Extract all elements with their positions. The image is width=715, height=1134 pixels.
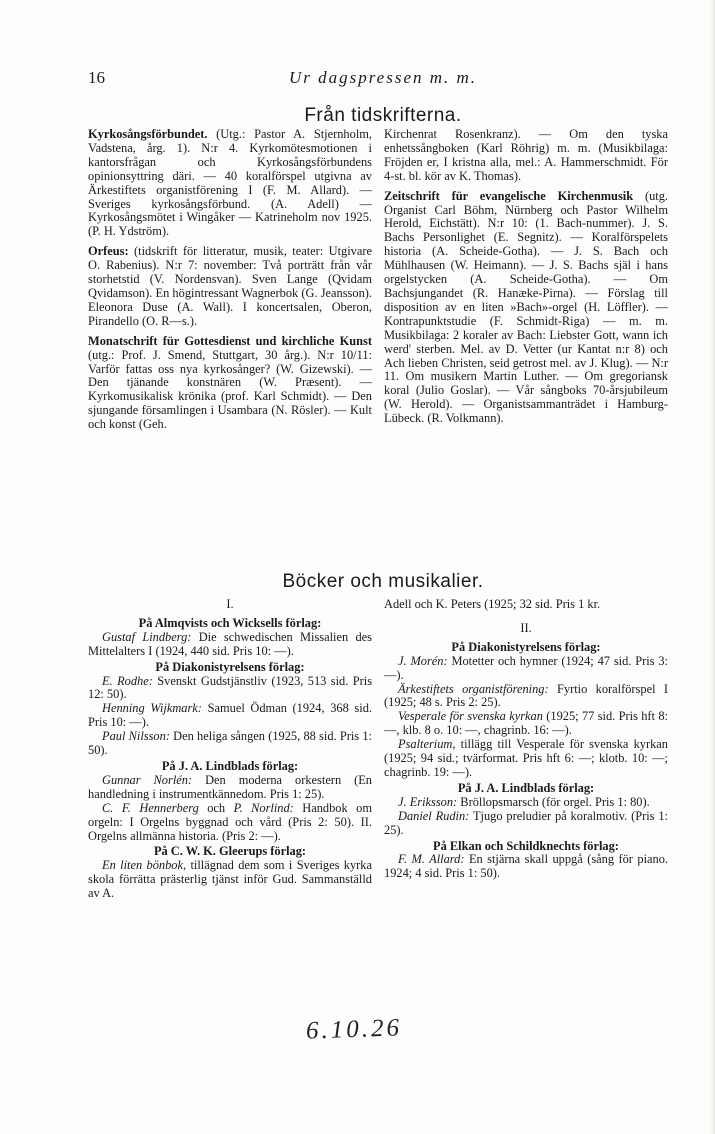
- book-entry: F. M. Allard: En stjärna skall uppgå (sång för piano. 1924; 4 sid. Pris 1: 50).: [384, 852, 669, 881]
- page-number: 16: [88, 68, 105, 87]
- book-entry: Vesperale för svenska kyrkan (1925; 77 sid. Pris hft 8: —, klb. 8 o. 10: —, chagrinb. 16: —).: [384, 709, 668, 738]
- bocker-left-column: [88, 598, 372, 901]
- author: F. M. Allard:: [398, 852, 465, 867]
- book-entry: Psalterium, tillägg till Vesperale för svenska kyrkan (1925; 94 sid.; tvärformat. Pris hft 6: —; klotb. 10: —; chagrinb. 19: —).: [384, 737, 668, 779]
- author: Ärkestiftets organistförening:: [398, 681, 549, 696]
- journal-text: (utg.: Prof. J. Smend, Stuttgart, 30 årg.). N:r 10/11: Varför fattas oss nya kyrkosånger? (W. Gizewski). — Den tjänande konstnären (W. Præsent). — Kyrkomusikalisk krönika (prof. Karl Schmidt). — Den sjungande församlingen i Usambara (N. Rösler). — Kult och konst (Geh.: [88, 347, 372, 432]
- author: P. Norlind:: [233, 800, 294, 815]
- book-entry: Henning Wijkmark: Samuel Ödman (1924, 368 sid. Pris 10: —).: [88, 701, 372, 730]
- book-title: En liten bönbok,: [102, 858, 187, 873]
- entry-monatschrift: [88, 335, 372, 432]
- book-entry: Ärkestiftets organistförening: Fyrtio koralförspel I (1925; 48 s. Pris 2: 25).: [384, 681, 668, 710]
- entry-continuation: Adell och K. Peters (1925; 32 sid. Pris 1 kr.: [384, 597, 601, 611]
- entry-kyrkosangsforbundet: [88, 128, 372, 239]
- author: Gunnar Norlén:: [102, 772, 193, 787]
- handwritten-date: 6.10.26: [305, 1014, 403, 1045]
- journal-name: Kyrkosångsförbundet.: [88, 127, 208, 141]
- author: E. Rodhe:: [102, 673, 153, 688]
- book-entry: E. Rodhe: Svenskt Gudstjänstliv (1923, 513 sid. Pris 12: 50).: [88, 673, 373, 702]
- publisher-heading: På Diakonistyrelsens förlag:: [451, 639, 601, 654]
- book-entry: En liten bönbok, tillägnad dem som i Sveriges kyrka skola förrätta prästerlig tjänst inför Gud. Sammanställd av A.: [88, 858, 372, 901]
- section-title-bocker: Böcker och musikalier.: [282, 571, 484, 592]
- book-entry: Daniel Rudin: Tjugo preludier på koralmotiv. (Pris 1: 25).: [384, 808, 668, 837]
- tidskrifter-right-column: [384, 128, 668, 426]
- journal-text: (Utg.: Pastor A. Stjernholm, Vadstena, årg. 1). N:r 4. Kyrkomötesmotionen i kantorsfrågan och Kyrkosångsförbundens opinionsyttring däri. — 40 koralförspel utgivna av Ärkestiftets organistförening I (F. M. Allard). — Sveriges kyrkosångsförbund. (A. Adell) — Kyrkosångsmötet i Wingåker — Katrineholm nov 1925. (P. H. Ydström).: [88, 127, 372, 239]
- author: Henning Wijkmark:: [102, 701, 202, 716]
- tidskrifter-left-column: [88, 128, 372, 432]
- publisher-heading: På Almqvists och Wicksells förlag:: [138, 615, 322, 630]
- publisher-heading: På Elkan och Schildknechts förlag:: [433, 838, 619, 853]
- journal-name: Zeitschrift für evangelische Kirchenmusik: [384, 188, 634, 203]
- book-entry: J. Morén: Motetter och hymner (1924; 47 sid. Pris 3: —).: [384, 653, 668, 682]
- author: J. Eriksson:: [398, 794, 458, 809]
- book-title: Psalterium,: [398, 737, 456, 752]
- author: Paul Nilsson:: [102, 729, 170, 744]
- book-entry: Gustaf Lindberg: Die schwedischen Missalien des Mittelalters I (1924, 440 sid. Pris 10: —).: [88, 629, 372, 658]
- journal-text: (utg. Organist Carl Böhm, Nürnberg och Pastor Wilhelm Herold, Eichstätt). N:r 10: (1. Bach-nummer). J. S. Bachs Personlighet (E. Segnitz). — Koralförspelets historia (A. Scheide-Gotha). — J. S. Bach och Mühlhausen (W. Heimann). — J. S. Bachs själ i hans orgelstycken (A. Scheide-Gotha). — Om Bachsjungandet (R. Hanæke-Pirna). — Förslag till disposition av en liten »Bach»-orgel (H. Löffler). — Kontrapunktstudie (F. Schmidt-Riga) — m. m. Musikbilaga: 2 koraler av Bach: Liebster Gott, wann ich werd' sterben. Mel. av D. Vetter (ur Kantat n:r 8) och Ach lieben Christen, seid getrost mel. av J. Klug). — N:r 11. Om musikern Martin Luther. — Om gregoriansk koral (Julio Goslar). — Vår sångboks 70-årsjubileum (W. Herold). — Organistsammanträdet i Hamburg-Lübeck. (R. Volkmann).: [384, 188, 668, 426]
- publisher-heading: På J. A. Lindblads förlag:: [161, 758, 299, 773]
- author: Daniel Rudin:: [398, 808, 470, 823]
- entry-continuation: Kirchenrat Rosenkranz). — Om den tyska enhetssångboken (Karl Röhrig) m. m. (Musikbilaga: Fröjden er, I kristna alla, mel.: A. Hammerschmidt. För 4-st. bl. kör av K. Thomas).: [384, 127, 668, 183]
- scan-edge-shadow: [710, 0, 715, 1134]
- running-title: Ur dagspressen m. m.: [288, 68, 478, 87]
- book-entry: C. F. Hennerberg och P. Norlind: Handbok om orgeln: I Orgelns byggnad och vård (Pris 2: 50). II. Orgelns allmänna historia. (Pris 2: —).: [88, 800, 372, 843]
- journal-name: Monatschrift für Gottesdienst und kirchliche Kunst: [88, 333, 372, 348]
- book-entry: Gunnar Norlén: Den moderna orkestern (En handledning i instrumentkännedom. Pris 1: 25).: [88, 772, 373, 801]
- journal-text: (tidskrift för litteratur, musik, teater: Utgivare O. Rabenius). N:r 7: november: Två porträtt från vår storhetstid (V. Nordensvan). Sven Lange (Qvidam Qvidamson). En högintressant Wagnerbok (G. Jeansson). Eleonora Duse (A. Wall). I koncertsalen, Oberon, Pirandello (O. R—s.).: [88, 244, 372, 328]
- page-header: [88, 68, 678, 92]
- publisher-heading: På J. A. Lindblads förlag:: [457, 780, 595, 795]
- section-numeral: II.: [520, 620, 532, 635]
- publisher-heading: På Diakonistyrelsens förlag:: [155, 659, 305, 674]
- author: C. F. Hennerberg: [102, 800, 199, 815]
- book-entry: J. Eriksson: Bröllopsmarsch (för orgel. Pris 1: 80).: [398, 794, 650, 809]
- author: J. Morén:: [398, 653, 448, 668]
- journal-name: Orfeus:: [88, 244, 129, 259]
- entry-zeitschrift: [384, 190, 668, 426]
- publisher-heading: På C. W. K. Gleerups förlag:: [153, 844, 307, 859]
- book-title: Vesperale för svenska kyrkan: [398, 709, 543, 724]
- book-entry: Paul Nilsson: Den heliga sången (1925, 88 sid. Pris 1: 50).: [88, 729, 373, 758]
- bocker-right-column: [384, 598, 668, 881]
- author: Gustaf Lindberg:: [102, 629, 192, 644]
- section-numeral: I.: [226, 597, 234, 611]
- entry-orfeus: [88, 245, 372, 328]
- section-title-tidskrifter: Från tidskrifterna.: [304, 105, 462, 126]
